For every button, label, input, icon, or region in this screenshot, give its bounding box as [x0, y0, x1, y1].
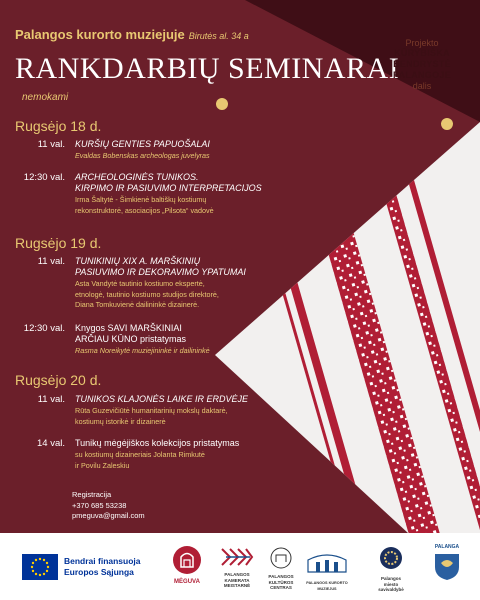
- gold-dot: [216, 98, 228, 110]
- event-time: 11 val.: [37, 139, 65, 150]
- kamerata-line-2: KAMERATA: [224, 577, 250, 583]
- event-title: TUNIKOS KLAJONĖS LAIKE IR ERDVĖJE: [75, 394, 249, 404]
- museum-logo: [304, 548, 350, 592]
- event-title: ARČIAU KŪNO pristatymas: [75, 334, 187, 344]
- eu-line-2: Europos Sąjunga: [64, 567, 134, 577]
- event-speaker: rekonstruktorė, asociacijos „Pilsota“ vadovė: [75, 205, 214, 215]
- city-line-3: savivaldybė: [378, 587, 404, 592]
- museum-line: [15, 26, 249, 44]
- event-speaker: etnologė, tautinio kostiumo studijos direktorė,: [75, 289, 219, 299]
- event-title: TUNIKINIŲ XIX A. MARŠKINIŲ: [75, 256, 201, 266]
- event-speaker: Asta Vandytė tautinio kostiumo ekspertė,: [75, 279, 205, 288]
- museum-name: Palangos kurorto muziejuje: [15, 27, 185, 42]
- event-title: KURŠIŲ GENTIES PAPUOŠALAI: [75, 139, 210, 149]
- city-line-1: Palangos: [380, 576, 401, 581]
- event-time: 11 val.: [37, 394, 65, 405]
- event-title: Knygos SAVI MARŠKINIAI: [75, 323, 182, 333]
- project-line-3: BENDRYSTĖ: [393, 59, 451, 69]
- event-time: 12:30 val.: [23, 172, 65, 183]
- palanga-text: PALANGA: [434, 544, 460, 550]
- kamerata-icon: [220, 545, 254, 567]
- culture-center-icon: [268, 547, 294, 569]
- day-heading: Rugsėjo 20 d.: [15, 372, 102, 388]
- meguva-logo: [172, 545, 202, 586]
- project-line-5: dalis: [412, 81, 432, 91]
- event-speaker: Evaldas Bobenskas archeologas juvelyras: [75, 151, 210, 160]
- museum-address: Birutės al. 34 a: [188, 31, 249, 41]
- day-heading: Rugsėjo 18 d.: [15, 118, 102, 134]
- event-speaker: kostiumų istorikė ir dizainerė: [75, 416, 166, 426]
- eu-funding-text: [64, 556, 141, 578]
- kamerata-logo: [220, 545, 254, 589]
- event-title: Tunikų mėgėjiškos kolekcijos pristatymas: [75, 438, 240, 448]
- event-time: 11 val.: [37, 256, 65, 267]
- kamerata-line-1: PALANGOS: [224, 572, 250, 577]
- project-label: [382, 38, 462, 91]
- event-title: KIRPIMO IR PASIUVIMO INTERPRETACIJOS: [75, 183, 262, 193]
- event-speaker: ir Povilu Zaleskiu: [75, 460, 130, 470]
- palanga-crest-icon: [432, 551, 462, 581]
- project-line-1: Projekto: [405, 38, 439, 48]
- event-speaker: Rūta Guzevičiūtė humanitarinių mokslų daktarė,: [75, 406, 228, 415]
- subtitle-free: nemokami: [22, 92, 69, 103]
- gold-dot: [441, 118, 453, 130]
- event-title: PASIUVIMO IR DEKORAVIMO YPATUMAI: [75, 267, 246, 277]
- project-line-2: KŪRYBIŠKA: [394, 48, 450, 58]
- culture-line-2: KULTŪROS: [268, 579, 294, 585]
- city-line-2: miesto: [383, 581, 399, 587]
- registration-phone[interactable]: +370 685 53238: [72, 500, 127, 510]
- culture-line-3: CENTRAS: [270, 585, 292, 590]
- registration-block: [72, 490, 145, 522]
- event-time: 14 val.: [37, 438, 65, 449]
- culture-center-logo: [268, 547, 294, 591]
- municipality-emblem-icon: [379, 545, 403, 571]
- event-speaker: Rasma Noreikytė muziejininkė ir dailininkė: [75, 346, 210, 355]
- registration-label: Registracija: [72, 490, 112, 499]
- museum-icon: [304, 548, 350, 576]
- event-speaker: Diana Tomkuvienė dailininkė dizainerė.: [75, 300, 200, 309]
- municipality-logo: [368, 545, 414, 593]
- eu-flag-icon: [22, 554, 58, 580]
- event-time: 12:30 val.: [23, 323, 65, 334]
- kamerata-line-3: MEISTARNĖ: [223, 583, 251, 588]
- day-heading: Rugsėjo 19 d.: [15, 235, 102, 251]
- culture-line-1: PALANGOS: [268, 574, 294, 579]
- event-speaker: su kostiumų dizaineriais Jolanta Rimkutė: [75, 450, 205, 459]
- meguva-text: MĖGUVA: [174, 579, 200, 585]
- registration-email[interactable]: pmeguva@gmail.com: [72, 511, 145, 520]
- meguva-icon: [172, 545, 202, 575]
- eu-line-1: Bendrai finansuoja: [64, 556, 141, 566]
- event-title: ARCHEOLOGINĖS TUNIKOS.: [75, 172, 199, 182]
- event-speaker: Irma Šaltytė - Šimkienė baltiškų kostiumų: [75, 195, 207, 204]
- palanga-logo: [432, 545, 462, 586]
- page-title: RANKDARBIŲ SEMINARAI: [15, 52, 400, 85]
- sponsor-footer: [0, 533, 480, 600]
- project-line-4: PALANGOJE: [392, 70, 452, 80]
- museum-logo-text: PALANGOS KURORTO MUZIEJUS: [306, 581, 348, 591]
